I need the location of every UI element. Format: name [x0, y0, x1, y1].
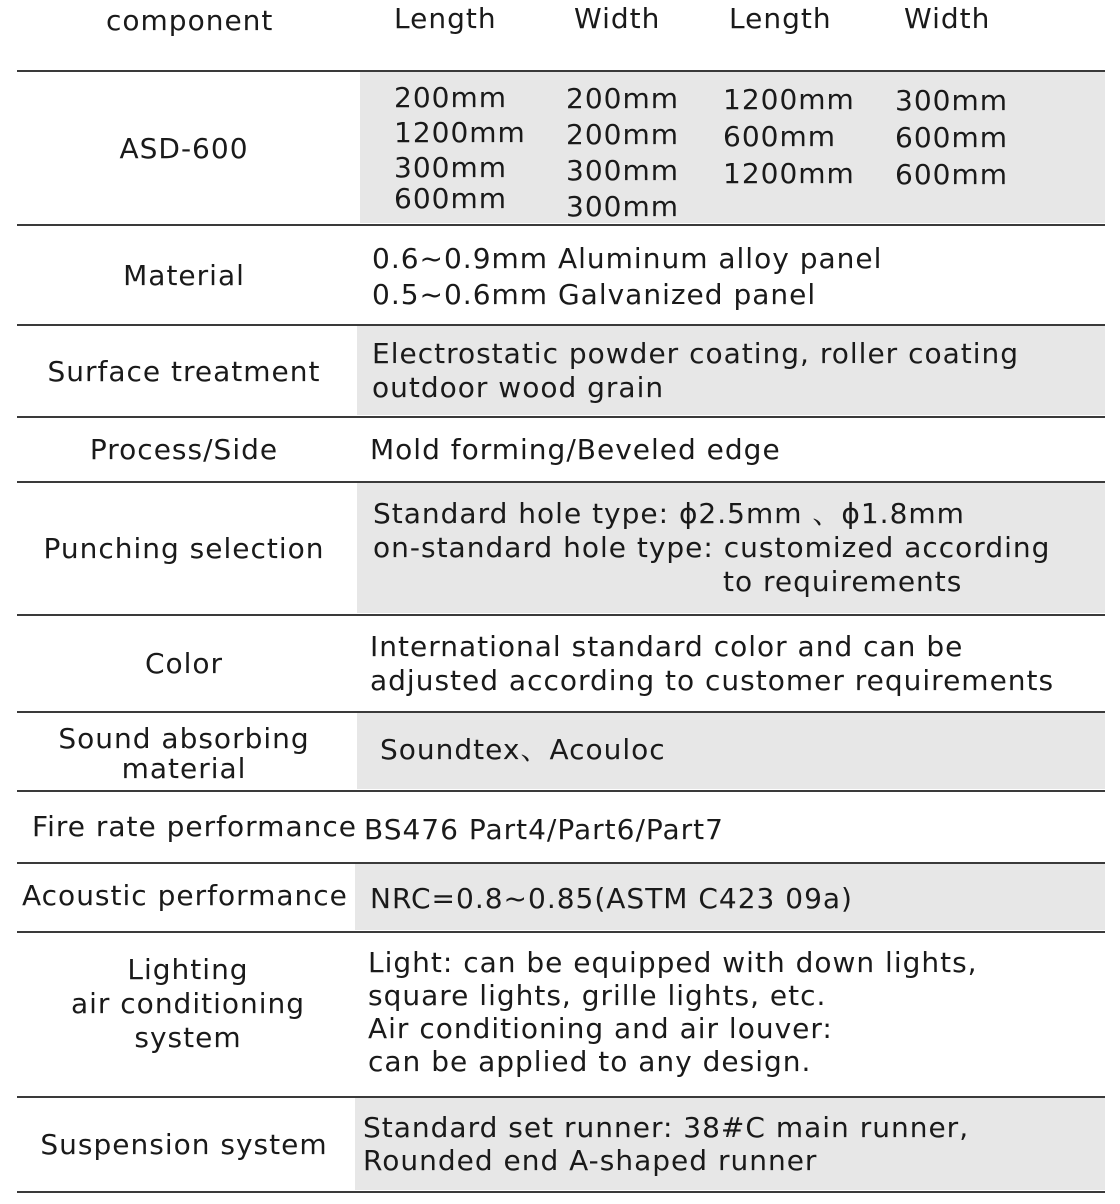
model-col2: 200mm 200mm 300mm 300mm — [566, 82, 679, 223]
sound-value: Soundtex、Acouloc — [380, 733, 666, 766]
suspension-value: Standard set runner: 38#C main runner, Rounded end A-shaped runner — [363, 1111, 970, 1177]
row-divider — [17, 1191, 1105, 1193]
material-label: Material — [123, 258, 245, 292]
header-width-2: Width — [904, 2, 991, 35]
sound-label: Sound absorbing material — [58, 722, 310, 785]
acoustic-label: Acoustic performance — [22, 879, 348, 912]
acoustic-value: NRC=0.8~0.85(ASTM C423 09a) — [370, 882, 853, 915]
model-col1: 200mm 1200mm 300mm 600mm — [394, 81, 526, 215]
row-divider — [17, 931, 1105, 933]
header-length-1: Length — [394, 2, 497, 35]
process-value: Mold forming/Beveled edge — [370, 433, 781, 466]
punching-value: Standard hole type: ϕ2.5mm 、ϕ1.8mm on-standard hole type: customized according to requirements — [373, 497, 1051, 598]
model-col3: 1200mm 600mm 1200mm — [723, 83, 855, 190]
suspension-label: Suspension system — [40, 1128, 328, 1161]
punching-label: Punching selection — [43, 532, 325, 565]
row-divider — [17, 711, 1105, 713]
process-label: Process/Side — [89, 433, 279, 466]
fire-label: Fire rate performance — [32, 810, 357, 843]
surface-value: Electrostatic powder coating, roller coating outdoor wood grain — [372, 337, 1020, 404]
material-value: 0.6~0.9mm Aluminum alloy panel 0.5~0.6mm Galvanized panel — [372, 242, 883, 311]
fire-value: BS476 Part4/Part6/Part7 — [364, 813, 724, 846]
header-component: component — [106, 4, 274, 37]
lighting-value: Light: can be equipped with down lights, square lights, grille lights, etc. Air conditioning and air louver: can be applied to any design. — [368, 946, 978, 1078]
surface-label: Surface treatment — [47, 354, 321, 388]
lighting-label: Lighting air conditioning system — [70, 953, 306, 1054]
header-width-1: Width — [574, 2, 661, 35]
row-divider — [17, 790, 1105, 792]
header-length-2: Length — [729, 2, 832, 35]
model-label: ASD-600 — [119, 131, 249, 165]
color-value: International standard color and can be adjusted according to customer requirements — [370, 630, 1055, 697]
color-label: Color — [144, 647, 224, 680]
model-col4: 300mm 600mm 600mm — [895, 84, 1008, 191]
row-divider — [17, 862, 1105, 864]
